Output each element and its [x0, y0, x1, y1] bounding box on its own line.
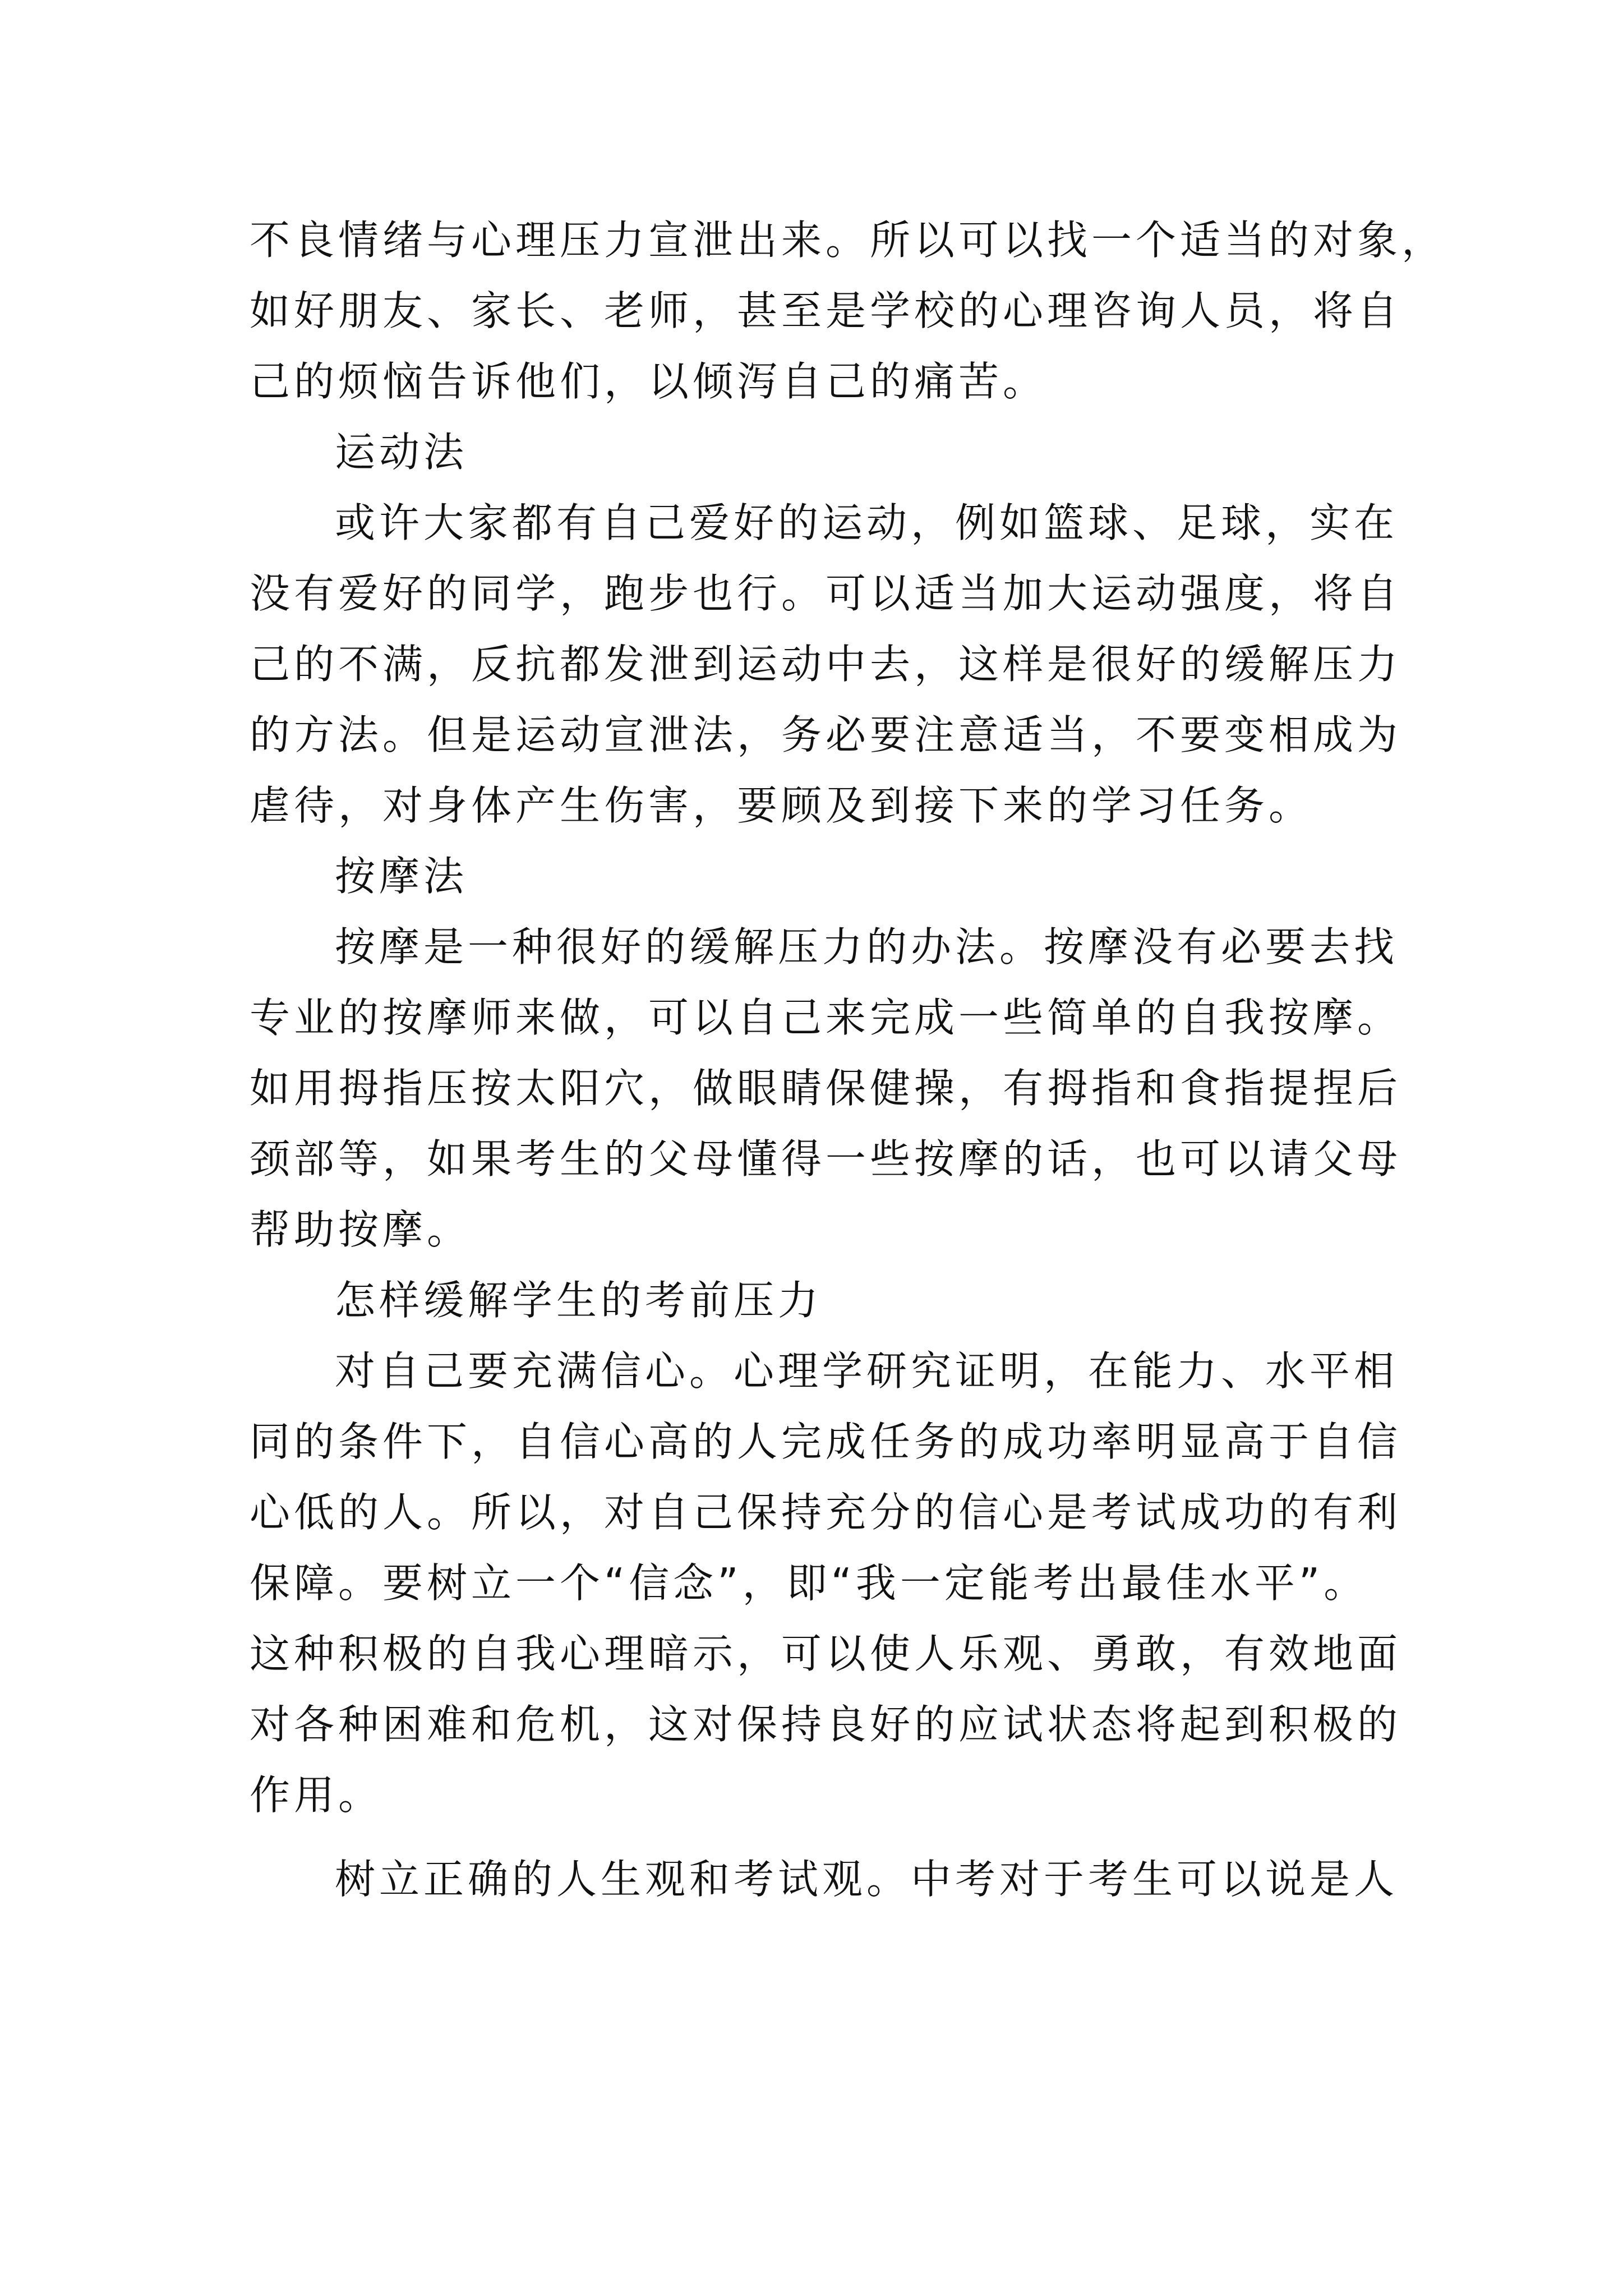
text-line: 己的烦恼告诉他们，以倾泻自己的痛苦。: [250, 358, 1048, 405]
text-line: 如好朋友、家长、老师，甚至是学校的心理咨询人员，将自: [250, 287, 1402, 334]
text-line: 颈部等，如果考生的父母懂得一些按摩的话，也可以请父母: [250, 1135, 1402, 1182]
text-line: 树立正确的人生观和考试观。中考对于考生可以说是人: [335, 1856, 1399, 1903]
section-heading: 怎样缓解学生的考前压力: [335, 1277, 823, 1324]
text-line: 这种积极的自我心理暗示，可以使人乐观、勇敢，有效地面: [250, 1630, 1402, 1677]
text-line: 保障。要树立一个“信念”，即“我一定能考出最佳水平”。: [250, 1559, 1368, 1607]
text-line: 不良情绪与心理压力宣泄出来。所以可以找一个适当的对象，: [250, 217, 1446, 264]
text-line: 心低的人。所以，对自己保持充分的信心是考试成功的有利: [250, 1489, 1402, 1536]
text-line: 虐待，对身体产生伤害，要顾及到接下来的学习任务。: [250, 782, 1313, 829]
text-line: 己的不满，反抗都发泄到运动中去，这样是很好的缓解压力: [250, 641, 1402, 688]
text-line: 专业的按摩师来做，可以自己来完成一些简单的自我按摩。: [250, 994, 1402, 1041]
paragraph-spacer: [250, 1830, 1427, 1844]
text-line: 按摩是一种很好的缓解压力的办法。按摩没有必要去找: [335, 923, 1399, 970]
text-line: 同的条件下，自信心高的人完成任务的成功率明显高于自信: [250, 1418, 1402, 1465]
section-heading: 运动法: [335, 429, 468, 476]
text-line: 对各种困难和危机，这对保持良好的应试状态将起到积极的: [250, 1701, 1402, 1748]
text-line: 没有爱好的同学，跑步也行。可以适当加大运动强度，将自: [250, 570, 1402, 617]
body-text: [250, 205, 1446, 1915]
text-line: 帮助按摩。: [250, 1206, 472, 1253]
text-line: 如用拇指压按太阳穴，做眼睛保健操，有拇指和食指提捏后: [250, 1065, 1402, 1112]
section-heading: 按摩法: [335, 853, 468, 900]
text-line: 作用。: [250, 1772, 383, 1819]
text-line: 的方法。但是运动宣泄法，务必要注意适当，不要变相成为: [250, 711, 1402, 758]
text-line: 或许大家都有自己爱好的运动，例如篮球、足球，实在: [335, 499, 1399, 546]
text-line: 对自己要充满信心。心理学研究证明，在能力、水平相: [335, 1347, 1399, 1395]
